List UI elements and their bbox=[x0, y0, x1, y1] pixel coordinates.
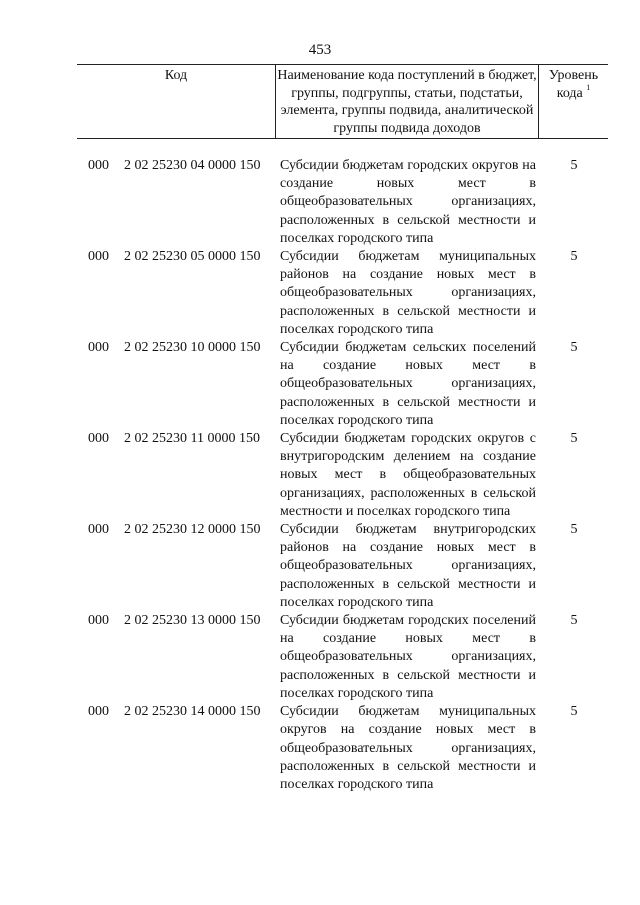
row-code: 2 02 25230 11 0000 150 bbox=[124, 431, 260, 447]
row-level: 5 bbox=[570, 522, 578, 538]
row-name: Субсидии бюджетам городских округов с внутригородским делением на создание новых мест в общеобразовательных организациях, расположенных в сельской местности и поселках городского типа bbox=[280, 431, 536, 519]
row-level: 5 bbox=[570, 249, 578, 265]
row-admin-code: 000 bbox=[88, 340, 109, 356]
header-level-footnote: 1 bbox=[586, 82, 591, 92]
row-admin-code: 000 bbox=[88, 704, 109, 720]
row-name: Субсидии бюджетам сельских поселений на создание новых мест в общеобразовательных организациях, расположенных в сельской местности и поселках городского типа bbox=[280, 340, 536, 428]
row-admin-code: 000 bbox=[88, 158, 109, 173]
row-level: 5 bbox=[570, 704, 578, 720]
row-name: Субсидии бюджетам муниципальных округов на создание новых мест в общеобразовательных организациях, расположенных в сельской местности и поселках городского типа bbox=[280, 704, 536, 792]
row-code: 2 02 25230 13 0000 150 bbox=[124, 613, 261, 629]
table-row bbox=[0, 612, 640, 703]
table-row bbox=[0, 521, 640, 612]
row-admin-code: 000 bbox=[88, 249, 109, 265]
row-code: 2 02 25230 10 0000 150 bbox=[124, 340, 261, 356]
row-name: Субсидии бюджетам городских поселений на создание новых мест в общеобразовательных организациях, расположенных в сельской местности и поселках городского типа bbox=[280, 613, 536, 701]
row-admin-code: 000 bbox=[88, 522, 109, 538]
header-name-label: Наименование кода поступлений в бюджет, группы, подгруппы, статьи, подстатьи, элемента, группы подвида, аналитической группы подвида доходов bbox=[277, 68, 537, 136]
row-admin-code: 000 bbox=[88, 613, 109, 629]
header-name-column bbox=[276, 65, 539, 138]
row-level: 5 bbox=[570, 158, 578, 173]
table-header bbox=[77, 64, 608, 139]
row-code: 2 02 25230 12 0000 150 bbox=[124, 522, 261, 538]
row-admin-code: 000 bbox=[88, 431, 109, 447]
row-level: 5 bbox=[570, 613, 578, 629]
header-level-column bbox=[539, 65, 608, 138]
table-body bbox=[0, 157, 640, 794]
header-level-label: Уровень кода bbox=[548, 68, 599, 101]
table-row bbox=[0, 157, 640, 248]
row-name: Субсидии бюджетам внутригородских районов на создание новых мест в общеобразовательных организациях, расположенных в сельской местности и поселках городского типа bbox=[280, 522, 536, 610]
row-code: 2 02 25230 14 0000 150 bbox=[124, 704, 261, 720]
header-code-label: Код bbox=[164, 68, 188, 83]
table-row bbox=[0, 430, 640, 521]
row-name: Субсидии бюджетам городских округов на создание новых мест в общеобразовательных организациях, расположенных в сельской местности и поселках городского типа bbox=[280, 158, 536, 246]
page-number: 453 bbox=[308, 42, 332, 58]
header-code-column bbox=[77, 65, 276, 138]
row-code: 2 02 25230 05 0000 150 bbox=[124, 249, 261, 265]
row-code: 2 02 25230 04 0000 150 bbox=[124, 158, 261, 173]
table-row bbox=[0, 703, 640, 794]
table-row bbox=[0, 339, 640, 430]
table-row bbox=[0, 248, 640, 339]
row-level: 5 bbox=[570, 340, 578, 356]
row-level: 5 bbox=[570, 431, 578, 447]
row-name: Субсидии бюджетам муниципальных районов на создание новых мест в общеобразовательных организациях, расположенных в сельской местности и поселках городского типа bbox=[280, 249, 536, 337]
